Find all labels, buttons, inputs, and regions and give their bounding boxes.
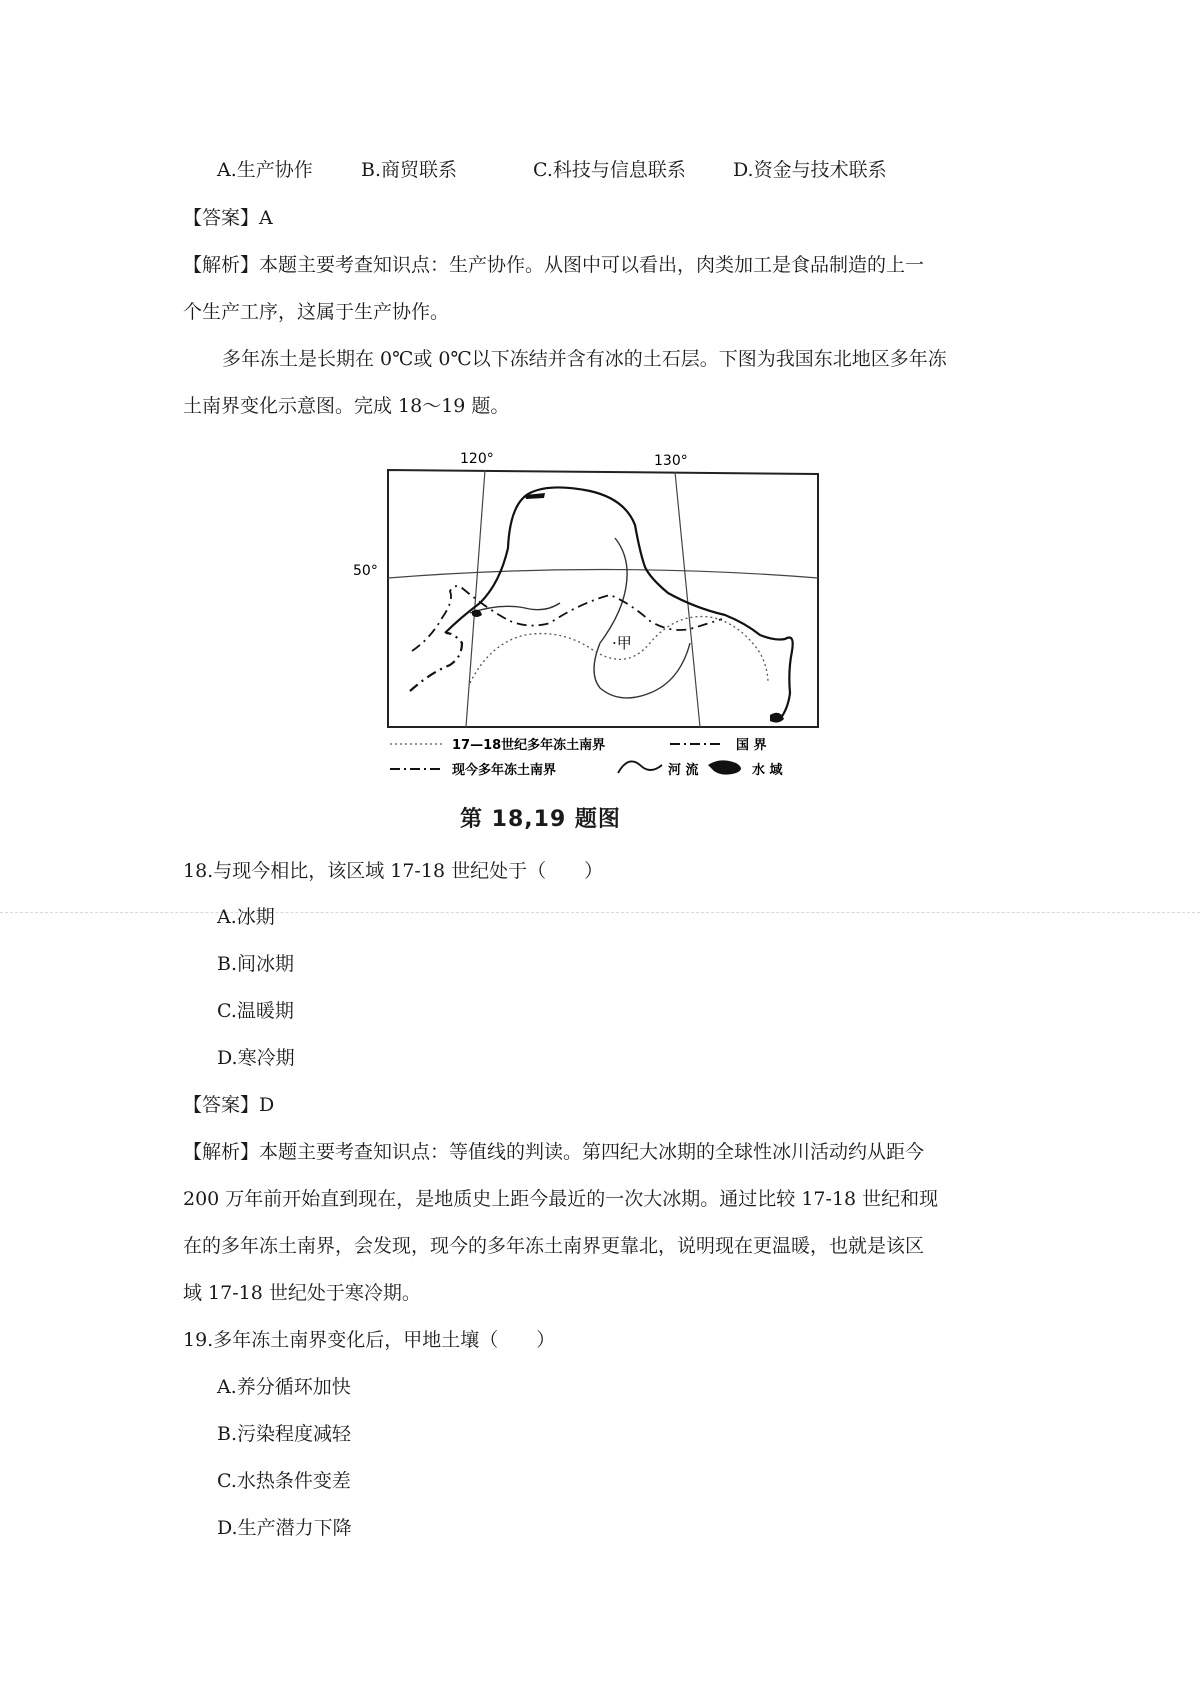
- legend-current-boundary-label: 现今多年冻土南界: [452, 763, 557, 778]
- q18-analysis-line-3: 在的多年冻土南界，会发现，现今的多年冻土南界更靠北，说明现在更温暖，也就是该区: [183, 1235, 925, 1257]
- q18-option-c: C.温暖期: [217, 1000, 294, 1022]
- lon-label-120: 120°: [460, 451, 494, 467]
- intro-line-1: 多年冻土是长期在 0℃或 0℃以下冻结并含有冰的土石层。下图为我国东北地区多年冻: [222, 348, 947, 370]
- q18-option-a: A.冰期: [217, 906, 275, 928]
- q17-option-a: A.生产协作: [217, 159, 313, 181]
- q17-answer: 【答案】A: [183, 207, 273, 229]
- q18-analysis-line-2: 200 万年前开始直到现在，是地质史上距今最近的一次大冰期。通过比较 17-18 世纪和现: [183, 1188, 939, 1210]
- q18-option-b: B.间冰期: [217, 953, 295, 975]
- place-label-jia: ·甲: [612, 634, 632, 652]
- q19-option-b: B.污染程度减轻: [217, 1423, 352, 1445]
- lon-label-130: 130°: [654, 453, 688, 469]
- map-frame: [388, 470, 818, 727]
- legend-river-sample: [618, 761, 662, 773]
- q19-stem: 19.多年冻土南界变化后，甲地土壤（ ）: [183, 1329, 556, 1351]
- q19-option-c: C.水热条件变差: [217, 1470, 351, 1492]
- legend-water-sample: [708, 760, 741, 774]
- permafrost-boundary-map: [350, 443, 830, 803]
- page-divider: [0, 912, 1200, 913]
- intro-line-2: 土南界变化示意图。完成 18～19 题。: [183, 395, 510, 417]
- q17-option-c: C.科技与信息联系: [533, 159, 686, 181]
- legend-national-border-label: 国 界: [736, 738, 767, 753]
- meridian-120: [466, 470, 485, 727]
- lat-label-50: 50°: [353, 563, 378, 579]
- q18-analysis-line-1: 【解析】本题主要考查知识点：等值线的判读。第四纪大冰期的全球性冰川活动约从距今: [183, 1141, 925, 1163]
- water-body-3: [472, 610, 482, 617]
- legend-old-boundary-label: 17—18世纪多年冻土南界: [452, 738, 606, 753]
- parallel-50: [388, 570, 818, 579]
- q17-options-row: [217, 158, 887, 182]
- river-2: [594, 538, 690, 698]
- q17-option-b: B.商贸联系: [361, 159, 458, 181]
- water-body-2: [770, 713, 784, 723]
- q17-analysis-line-1: 【解析】本题主要考查知识点：生产协作。从图中可以看出，肉类加工是食品制造的上一: [183, 254, 925, 276]
- q17-option-d: D.资金与技术联系: [733, 159, 887, 181]
- map-caption: 第 18,19 题图: [460, 807, 621, 832]
- national-border-line: [508, 487, 793, 719]
- q18-answer: 【答案】D: [183, 1094, 275, 1116]
- q18-analysis-line-4: 域 17-18 世纪处于寒冷期。: [183, 1282, 421, 1304]
- q19-option-d: D.生产潜力下降: [217, 1517, 352, 1539]
- q18-option-d: D.寒冷期: [217, 1047, 295, 1069]
- legend-water-label: 水 域: [752, 763, 783, 778]
- q19-option-a: A.养分循环加快: [217, 1376, 351, 1398]
- q17-analysis-line-2: 个生产工序，这属于生产协作。: [183, 301, 450, 323]
- legend-river-label: 河 流: [668, 763, 699, 778]
- current-permafrost-boundary: [410, 633, 462, 691]
- q18-stem: 18.与现今相比，该区域 17-18 世纪处于（ ）: [183, 860, 604, 882]
